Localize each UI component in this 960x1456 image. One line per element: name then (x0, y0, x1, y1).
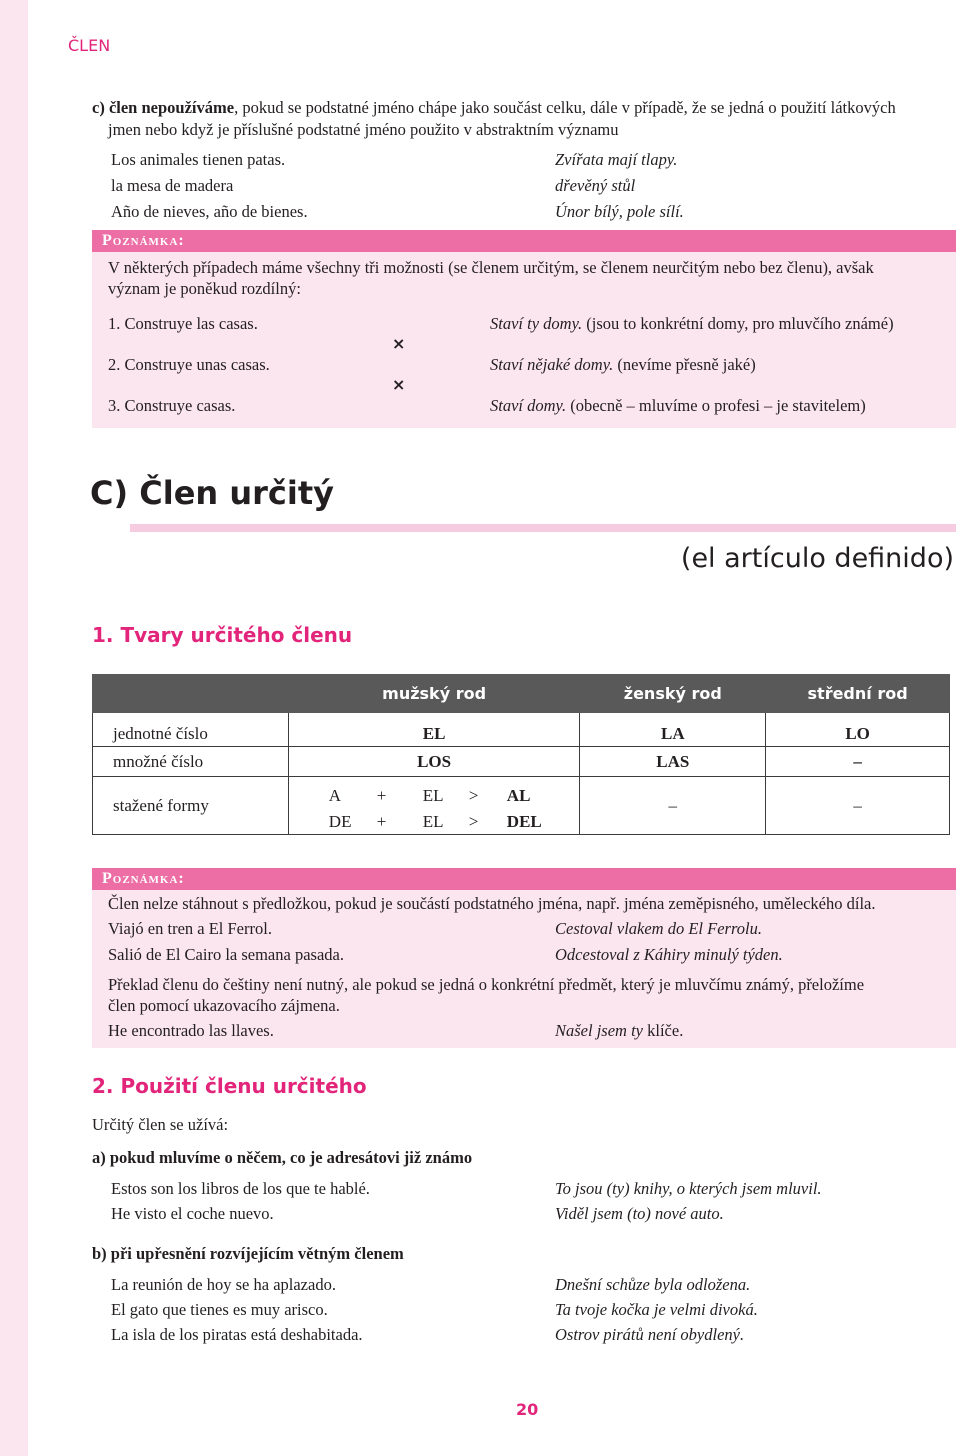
example-cz: Viděl jsem (to) nové auto. (555, 1204, 724, 1223)
section-c-label: c) (92, 98, 105, 117)
note-title: Poznámka: (102, 232, 185, 249)
note-box (92, 230, 956, 428)
page-number: 20 (516, 1400, 539, 1419)
note-example-es: He encontrado las llaves. (108, 1021, 274, 1040)
chapter-title: C) Člen určitý (90, 474, 334, 512)
note-example-cz: Staví ty domy. (jsou to konkrétní domy, pro mluvčího známé) (490, 314, 894, 333)
table-header-cell: střední rod (766, 675, 950, 713)
table-cell: LA (580, 713, 766, 747)
note-header (92, 230, 956, 252)
article-forms-table (92, 674, 950, 835)
note-example-es: 3. Construye casas. (108, 396, 236, 415)
subsection-title: 1. Tvary určitého členu (92, 623, 353, 647)
note-example-cz: Staví nějaké domy. (nevíme přesně jaké) (490, 355, 756, 374)
example-es: Estos son los libros de los que te hablé. (111, 1179, 370, 1198)
table-header-row (93, 675, 950, 713)
running-header: ČLEN (68, 36, 111, 55)
usage-intro: Určitý člen se užívá: (92, 1115, 229, 1134)
section-c-intro (92, 98, 958, 118)
table-header-cell: mužský rod (288, 675, 580, 713)
example-es: La isla de los piratas está deshabitada. (111, 1325, 363, 1344)
example-es: la mesa de madera (111, 176, 234, 195)
table-header-cell (93, 675, 289, 713)
table-cell: EL (288, 713, 580, 747)
table-row (93, 777, 950, 835)
note-example-es: 2. Construye unas casas. (108, 355, 270, 374)
note-line: význam je poněkud rozdílný: (108, 279, 301, 298)
note-title: Poznámka: (102, 870, 185, 887)
example-cz: Dnešní schůze byla odložena. (555, 1275, 751, 1294)
table-cell: LAS (580, 747, 766, 777)
row-label: stažené formy (93, 777, 289, 835)
note-example-es: 1. Construye las casas. (108, 314, 258, 333)
table-header-cell: ženský rod (580, 675, 766, 713)
note-line: Překlad členu do češtiny není nutný, ale pokud se jedná o konkrétní předmět, který je mluvčímu známý, přeložíme (108, 975, 865, 994)
chapter-subtitle: (el artículo definido) (680, 543, 954, 574)
example-es: El gato que tienes es muy arisco. (111, 1300, 328, 1319)
example-cz: Zvířata mají tlapy. (555, 150, 678, 169)
note-line: člen pomocí ukazovacího zájmena. (108, 996, 340, 1015)
section-c-line2: jmen nebo když je příslušné podstatné jméno použito v abstraktním významu (108, 120, 619, 139)
section-c-text: , pokud se podstatné jméno chápe jako součást celku, dále v případě, že se jedná o použití látkových (234, 98, 896, 117)
table-cell: LO (766, 713, 950, 747)
table-cell: – (766, 747, 950, 777)
note-example-cz: Našel jsem ty klíče. (555, 1021, 684, 1040)
note-example-es: Viajó en tren a El Ferrol. (108, 919, 272, 938)
note-example-es: Salió de El Cairo la semana pasada. (108, 945, 344, 964)
example-cz: Ostrov pirátů není obydlený. (555, 1325, 745, 1344)
example-cz: Ta tvoje kočka je velmi divoká. (555, 1300, 758, 1319)
row-label: množné číslo (93, 747, 289, 777)
note-header (92, 868, 956, 890)
table-row (93, 747, 950, 777)
note-example-cz: Cestoval vlakem do El Ferrolu. (555, 919, 762, 938)
note-line: Člen nelze stáhnout s předložkou, pokud je součástí podstatného jména, např. jména zeměpisného, uměleckého díla. (108, 894, 876, 913)
note-line: V některých případech máme všechny tři možnosti (se členem určitým, se členem neurčitým nebo bez členu), avšak (108, 258, 874, 277)
note-box (92, 868, 956, 1048)
table-cell: – (580, 777, 766, 835)
example-es: Los animales tienen patas. (111, 150, 286, 169)
cross-icon: × (392, 334, 406, 353)
cross-icon: × (392, 375, 406, 394)
example-es: La reunión de hoy se ha aplazado. (111, 1275, 336, 1294)
row-label: jednotné číslo (93, 713, 289, 747)
table-cell: LOS (288, 747, 580, 777)
table-row (93, 713, 950, 747)
subsection-title: 2. Použití členu určitého (92, 1074, 367, 1098)
example-cz: Únor bílý, pole sílí. (555, 202, 684, 221)
usage-heading: a) pokud mluvíme o něčem, co je adresátovi již známo (92, 1148, 473, 1167)
example-cz: To jsou (ty) knihy, o kterých jsem mluvil. (555, 1179, 822, 1198)
example-es: He visto el coche nuevo. (111, 1204, 274, 1223)
page-margin-bar (0, 0, 28, 1456)
table-cell: – (766, 777, 950, 835)
contraction-cell: A + EL > AL DE + EL > DEL (288, 777, 580, 835)
section-c-bold: člen nepoužíváme (108, 98, 235, 117)
title-underline (130, 524, 956, 532)
usage-heading: b) při upřesnění rozvíjejícím větným členem (92, 1244, 404, 1263)
example-es: Año de nieves, año de bienes. (111, 202, 308, 221)
note-example-cz: Staví domy. (obecně – mluvíme o profesi – je stavitelem) (490, 396, 866, 415)
example-cz: dřevěný stůl (555, 176, 636, 195)
note-example-cz: Odcestoval z Káhiry minulý týden. (555, 945, 783, 964)
